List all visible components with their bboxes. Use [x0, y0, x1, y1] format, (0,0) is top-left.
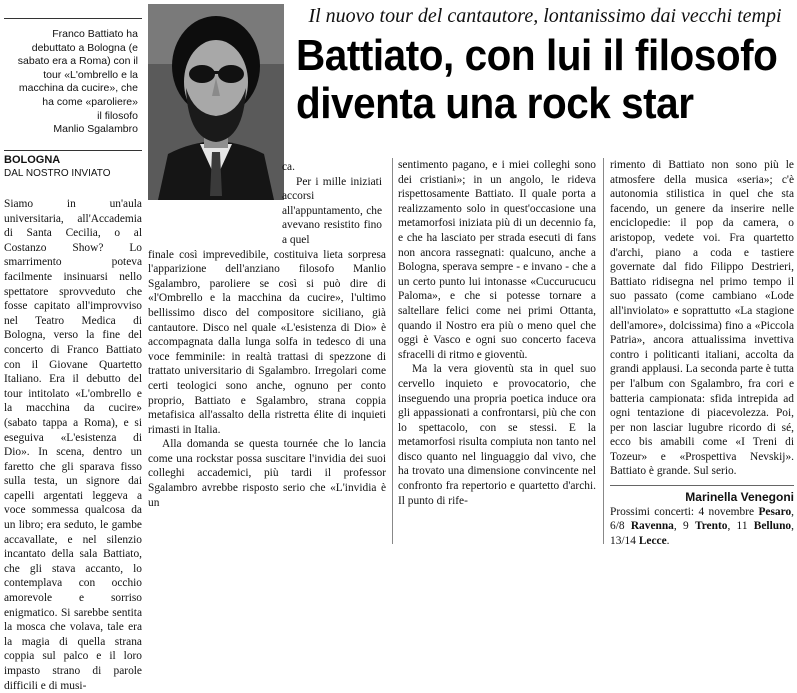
dateline-byline: DAL NOSTRO INVIATO	[4, 168, 111, 179]
upcoming-date: 4 novembre	[698, 505, 755, 518]
caption-line: tour «L'ombrello e la	[43, 68, 138, 81]
headline-line: diventa una rock star	[296, 79, 694, 128]
caption-line: Manlio Sgalambro	[53, 123, 138, 136]
article-column-2	[148, 160, 386, 510]
kicker: Il nuovo tour del cantautore, lontanissimo dai vecchi tempi	[308, 5, 782, 27]
paragraph: Per i mille iniziati accorsi all'appuntamento, che avevano resistito fino a quel	[282, 175, 382, 246]
upcoming-city: Ravenna	[630, 520, 674, 533]
paragraph: finale così imprevedibile, costituiva lieta sorpresa l'apparizione dell'anziano filosofo Manlio Sgalambro, paroliere se così si può dire di «l'Ombrello e la macchina da cucire», l'ultimo bellissimo disco del compositore siciliano, già cantautore. Disco nel quale «L'esistenza di Dio» è accompagnata dalla lunga solfa in tedesco di una voce femminile: in realtà trattasi di spezzone di trattato universitario di Sgalambro. Irregolari come certi teologici sono anche, ognuno per conto proprio, Battiato e Sgalambro, strana coppia metafisica all'assalto della ristretta élite di inquieti rimasti in Italia.	[148, 248, 386, 436]
column-divider	[392, 158, 393, 544]
caption-rule	[4, 18, 142, 19]
caption-line: il filosofo	[97, 109, 138, 122]
caption-line: debuttato a Bologna (e	[31, 41, 138, 54]
upcoming-city: Lecce	[638, 534, 667, 547]
caption-line: Franco Battiato ha	[52, 28, 138, 40]
headline	[296, 31, 778, 128]
upcoming-city: Pesaro	[758, 505, 792, 518]
caption-line: ha come «paroliere»	[42, 95, 138, 108]
article-column-1	[4, 197, 142, 693]
column-divider	[603, 158, 604, 544]
paragraph: Alla domanda se questa tournée che lo lancia come una rockstar possa suscitare l'invidia dei suoi colleghi accademici, più tardi il professor Sgalambro avrebbe risposto serio che «L'invidia è un	[148, 438, 386, 509]
paragraph: Ma la vera gioventù sta in quel suo cervello inquieto e provocatorio, che inseguendo una propria poetica induce ora gli appassionati a confrontarsi, più che con lo spettacolo, con se stessi. E la metamorfosi risulta compiuta non tanto nel disco quanto nel linguaggio dal vivo, che ha trovato una dimensione convincente nel confronto fra repertorio e quartetto d'archi. Il punto di rife-	[398, 363, 596, 507]
article-column-3	[398, 158, 596, 508]
paragraph: rimento di Battiato non sono più le atmosfere della musica «seria»; c'è autonomia stilistica in quel che sta facendo, un genere da inserire nelle enciclopedie: il pop da camera, o aristopop, vedete voi. Fra quartetto d'archi, piano a coda e tastiere governate dal fido Filippo Destrieri, Battiato ridisegna nel primo tempo il suo passato (come cambiano «Lode all'inviolato» e soprattutto «La stagione dell'amore», dolcissima) fino a «Piccola Patria», ancora attualissima invettiva contro i politicanti italiani, accolta da grandi applausi. La seconda parte è tutta per l'album con Sgalambro, fra cori e batteria campionata: sfida intrepida ad ogni tentazione di piacevolezza. Poi, per non lasciar lugubre ricordo di sé, ecco bis amabili come «I Treni di Tozeur» e «Prospettiva Nevskij». Battiato è grande. Sul serio.	[610, 159, 794, 478]
upcoming-label: Prossimi concerti:	[610, 505, 695, 518]
paragraph: sentimento pagano, e i miei colleghi sono dei cristiani»; in un angolo, le rideva rispettosamente Battiato. Il quale porta a realizzamento solo in quest'occasione una metamorfosi iniziata più di un decennio fa, e che ha lasciato per strada esecuti di fans non ancora rassegnati: qualcuno, anche a Bologna, sperava sempre - e invano - che a un certo punto lui intonasse «Cuccurucucu Paloma», e che si potesse tornare a saltellare felici come nei primi Ottanta, quando il Nostro era più o meno quel che oggi è Vasco e ogni suo concerto faceva sfracelli di ritmo e gioventù.	[398, 159, 596, 361]
upcoming-date: 11	[736, 520, 748, 533]
paragraph: Siamo in un'aula universitaria, all'Accademia di Santa Cecilia, o al Costanzo Show? Lo smarrimento poteva facilmente insinuarsi nello spettatore sprovveduto che fosse capitato all'improvviso nel Teatro Medica di Bologna, verso la fine del concerto di Franco Battiato con il Giovane Quartetto Italiano. Era il debutto del tour intitolato «L'ombrello e la macchina da cucire» (sabato tappa a Roma), e si eseguiva «L'esistenza di Dio». In scena, dentro un faretto che gli sparava fisso sulla testa, un signore dai capelli argentati leggeva a voce sommessa qualcosa da un libro; era seduto, le gambe accavallate, e nel silenzio incantato della sala Battiato, che gli stava accanto, lo contemplava con occhio amorevole e sorriso enigmatico. Si sarebbe sentita la mosca che volava, tale era la magia di quella strana coppia sul palco e il loro impasto strano di parole difficili e di musi-	[4, 198, 142, 692]
article-column-4	[610, 158, 794, 548]
upcoming-date: 6/8	[610, 520, 625, 533]
upcoming-city: Trento	[694, 520, 728, 533]
upcoming-date: 13/14	[610, 534, 636, 547]
caption-line: sabato era a Roma) con il	[17, 55, 138, 68]
caption-line: macchina da cucire», che	[18, 82, 138, 95]
photo-caption	[4, 28, 138, 137]
upcoming-date: 9	[682, 520, 689, 533]
upcoming-city: Belluno	[753, 520, 792, 533]
headline-line: Battiato, con lui il filosofo	[296, 31, 778, 80]
upcoming-concerts: Prossimi concerti: 4 novembre Pesaro, 6/8 Ravenna, 9 Trento, 11 Belluno, 13/14 Lecce.	[610, 505, 794, 547]
column-fragment: ca.	[282, 161, 295, 173]
dateline	[4, 150, 142, 180]
author-signature: Marinella Venegoni	[610, 485, 794, 505]
dateline-city: BOLOGNA	[4, 150, 142, 167]
